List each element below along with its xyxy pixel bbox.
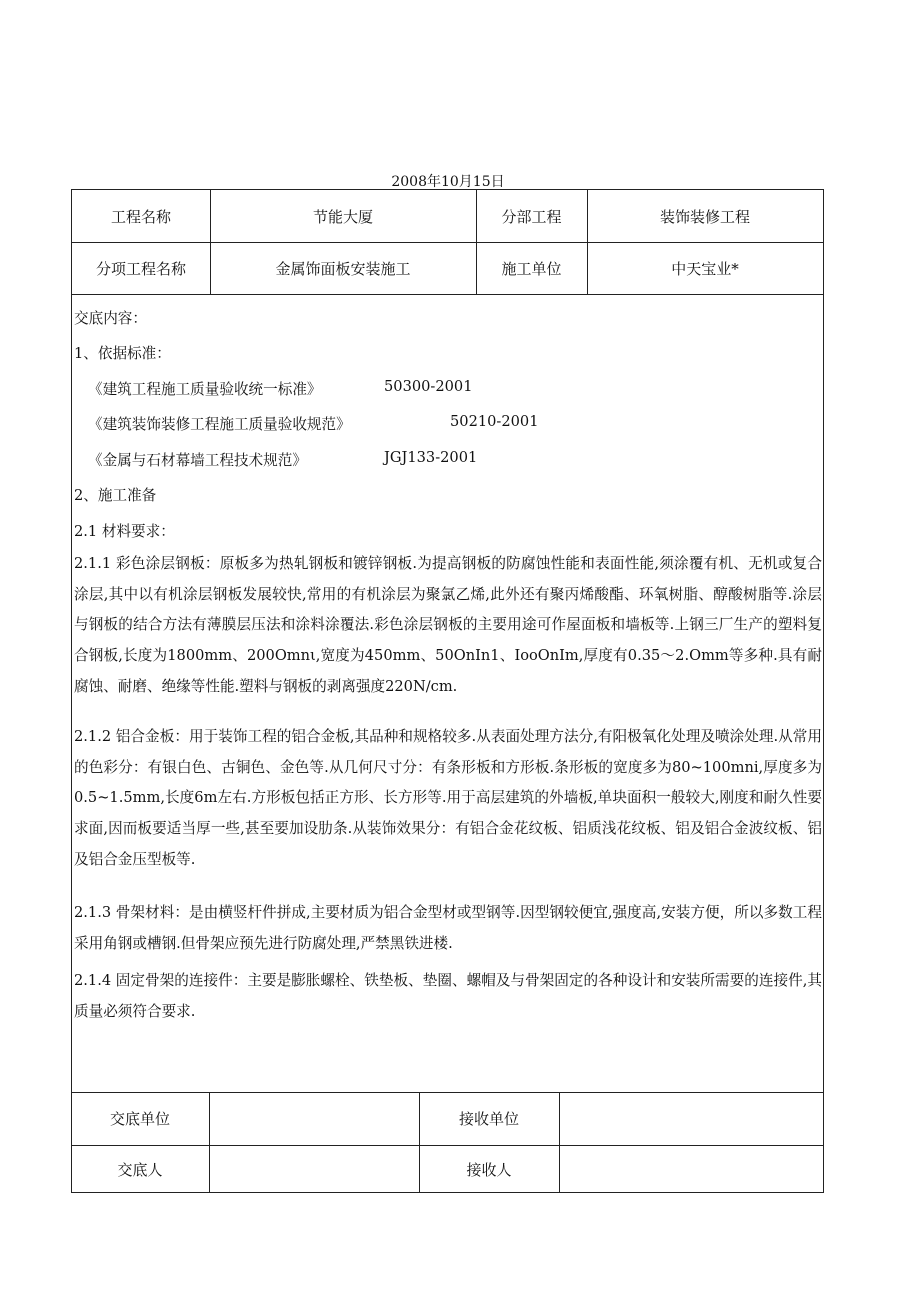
receiver-field[interactable] [559, 1145, 824, 1193]
document-date: 2008年10月15日 [391, 174, 505, 190]
section-2-title: 2、施工准备 [74, 487, 157, 504]
project-name-label: 工程名称 [110, 207, 171, 226]
standard-code: JGJ133-2001 [384, 449, 478, 466]
standard-name: 《金属与石材幕墙工程技术规范》 [88, 452, 307, 469]
standard-code: 50210-2001 [450, 413, 539, 430]
section-2-1-title: 2.1 材料要求： [74, 523, 175, 540]
handover-person-label: 交底人 [117, 1160, 163, 1179]
footer-rows [71, 1092, 824, 1193]
construction-unit-value: 中天宝业* [671, 259, 739, 278]
section-1-title: 1、依据标准： [74, 345, 171, 362]
receiver-label: 接收人 [466, 1160, 512, 1179]
standard-name: 《建筑装饰装修工程施工质量验收规范》 [88, 416, 351, 433]
division-label: 分部工程 [501, 207, 562, 226]
paragraph-2-1-2: 2.1.2 铝合金板：用于装饰工程的铝合金板,其品种和规格较多.从表面处理方法分,有阳极氧化处理及喷涂处理.从常用的色彩分：有银白色、古铜色、金色等.从几何尺寸分：有条形板和方形板.条形板的宽度多为80~100mni,厚度多为0.5~1.5mm,长度6m左右.方形板包括正方形、长方形等.用于高层建筑的外墙板,单块面积一般较大,刚度和耐久性要求面,因而板要适当厚一些,甚至要加设肋条.从装饰效果分：有铝合金花纹板、铝质浅花纹板、铝及铝合金波纹板、铝及铝合金压型板等. [74, 728, 822, 868]
handover-unit-label: 交底单位 [109, 1110, 170, 1128]
row-divider [72, 294, 823, 295]
handover-unit-field[interactable] [209, 1092, 419, 1145]
standard-name: 《建筑工程施工质量验收统一标准》 [88, 381, 322, 398]
construction-unit-label: 施工单位 [501, 259, 562, 278]
content-heading: 交底内容： [74, 310, 147, 327]
subitem-value: 金属饰面板安装施工 [275, 259, 411, 278]
paragraph-2-1-1: 2.1.1 彩色涂层钢板：原板多为热轧钢板和镀锌钢板.为提高钢板的防腐蚀性能和表面性能,须涂覆有机、无机或复合涂层,其中以有机涂层钢板发展较快,常用的有机涂层为聚氯乙烯,此外还有聚丙烯酸酯、环氧树脂、醇酸树脂等.涂层与钢板的结合方法有薄膜层压法和涂料涂覆法.彩色涂层钢板的主要用途可作屋面板和墙板等.上钢三厂生产的塑料复合钢板,长度为1800mm、200Omnι,宽度为450mm、50OnIn1、IooOnIm,厚度有0.35～2.Omm等多种.具有耐腐蚀、耐磨、绝缘等性能.塑料与钢板的剥离强度220N∕cm. [74, 555, 822, 695]
division-value: 装饰装修工程 [659, 207, 750, 226]
paragraph-2-1-4: 2.1.4 固定骨架的连接件：主要是膨胀螺栓、铁垫板、垫圈、螺帽及与骨架固定的各种设计和安装所需要的连接件,其质量必须符合要求. [74, 972, 822, 1020]
receiving-unit-label: 接收单位 [458, 1110, 519, 1128]
subitem-label: 分项工程名称 [95, 259, 186, 278]
handover-person-field[interactable] [209, 1145, 419, 1193]
project-name-value: 节能大厦 [312, 207, 373, 226]
receiving-unit-field[interactable] [559, 1092, 824, 1145]
handover-form-table [71, 189, 824, 1193]
standard-code: 50300-2001 [384, 378, 473, 395]
paragraph-2-1-3: 2.1.3 骨架材料：是由横竖杆件拼成,主要材质为铝合金型材或型钢等.因型钢较便宜,强度高,安装方便，所以多数工程采用角钢或槽钢.但骨架应预先进行防腐处理,严禁黑铁进楼. [74, 904, 822, 952]
